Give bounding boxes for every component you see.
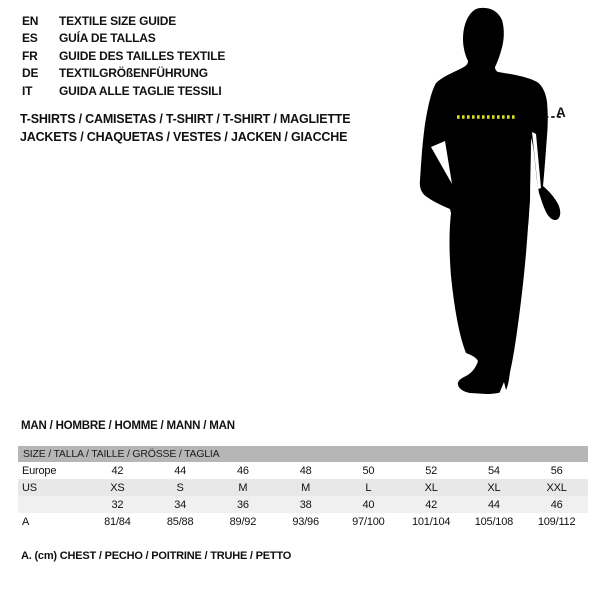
cell: M [301, 481, 311, 494]
lang-label: TEXTILGRÖßENFÜHRUNG [59, 66, 208, 81]
cell: 109/112 [537, 515, 576, 528]
category-line-jackets: JACKETS / CHAQUETAS / VESTES / JACKEN / GIACCHE [20, 130, 348, 144]
size-table-header: SIZE / TALLA / TAILLE / GRÖSSE / TAGLIA [18, 446, 588, 462]
cell: 101/104 [411, 515, 451, 528]
cell: XS [110, 481, 125, 494]
lang-code: FR [22, 48, 38, 63]
lang-label: GUÍA DE TALLAS [59, 31, 156, 46]
cell: 44 [487, 498, 500, 511]
cell: 52 [425, 464, 438, 477]
lang-label: GUIDA ALLE TAGLIE TESSILI [59, 83, 222, 98]
cell: 40 [362, 498, 375, 511]
row-label: US [22, 481, 37, 494]
lang-code: EN [22, 14, 39, 28]
table-row-europe [18, 462, 588, 479]
cell: 97/100 [352, 515, 385, 528]
table-row-numeric [18, 496, 588, 513]
cell: S [176, 481, 184, 494]
man-silhouette-figure [395, 5, 575, 395]
cell: M [238, 481, 248, 494]
lang-label: GUIDE DES TAILLES TEXTILE [59, 48, 226, 63]
cell: 48 [299, 464, 312, 477]
lang-code: ES [22, 31, 38, 46]
cell: XL [487, 481, 501, 494]
size-table [18, 446, 588, 530]
cell: 93/96 [292, 515, 319, 528]
category-line-tshirts: T-SHIRTS / CAMISETAS / T-SHIRT / T-SHIRT / MAGLIETTE [20, 112, 351, 126]
section-title-man: MAN / HOMBRE / HOMME / MANN / MAN [21, 420, 235, 432]
cell: 42 [425, 498, 438, 511]
cell: 89/92 [229, 515, 257, 528]
man-silhouette [420, 8, 560, 394]
cell: 34 [174, 498, 187, 511]
measure-label-a: A [556, 105, 566, 120]
language-guide-list [22, 13, 225, 100]
cell: 46 [550, 498, 563, 511]
cell: 50 [362, 464, 375, 477]
row-label: Europe [22, 464, 57, 477]
cell: 105/108 [474, 515, 514, 528]
lang-label: TEXTILE SIZE GUIDE [59, 14, 177, 28]
cell: 46 [236, 464, 249, 477]
cell: 56 [550, 464, 563, 477]
cell: 81/84 [104, 515, 131, 528]
category-lines [20, 110, 350, 146]
cell: 85/88 [166, 515, 194, 528]
cell: XL [424, 481, 438, 494]
footnote-chest-measure: A. (cm) CHEST / PECHO / POITRINE / TRUHE / PETTO [21, 550, 292, 562]
lang-code: DE [22, 66, 39, 81]
table-row-a-chest [18, 513, 588, 530]
cell: 54 [487, 464, 500, 477]
cell: 36 [236, 498, 249, 511]
row-label: A [22, 515, 30, 528]
cell: 32 [111, 498, 124, 511]
cell: 38 [299, 498, 312, 511]
cell: L [365, 481, 372, 494]
table-row-us [18, 479, 588, 496]
lang-code: IT [22, 83, 33, 98]
cell: XXL [546, 481, 567, 494]
cell: 42 [111, 464, 124, 477]
cell: 44 [174, 464, 187, 477]
